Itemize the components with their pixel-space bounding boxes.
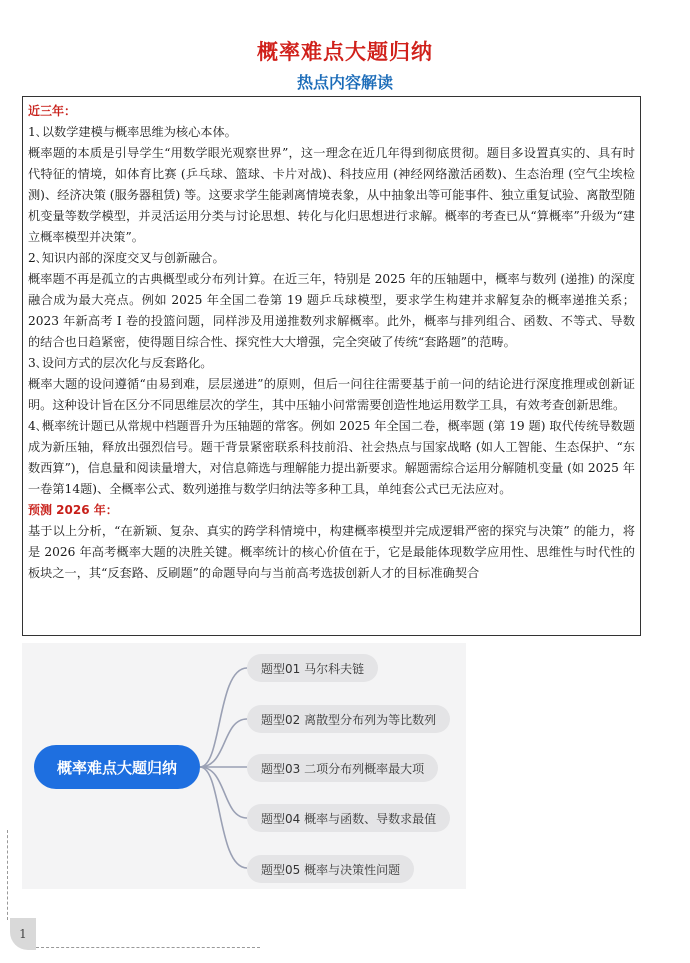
branch-type-01: 题型01 马尔科夫链	[247, 654, 378, 682]
point-3-heading: 3､设问方式的层次化与反套路化。	[28, 356, 213, 370]
page-title: 概率难点大题归纳	[257, 40, 433, 64]
page-number: 1	[10, 918, 36, 950]
decorative-vertical-dash	[7, 830, 8, 920]
connector-2	[200, 719, 247, 767]
mind-map-center: 概率难点大题归纳	[34, 745, 200, 789]
connector-5	[200, 767, 247, 868]
branch-type-03: 题型03 二项分布列概率最大项	[247, 754, 438, 782]
branch-type-02: 题型02 离散型分布列为等比数列	[247, 705, 450, 733]
connector-4	[200, 767, 247, 818]
content-box	[22, 96, 641, 636]
branch-type-04: 题型04 概率与函数、导数求最值	[247, 804, 450, 832]
predict-heading: 预测 2026 年：	[28, 503, 118, 517]
branch-type-05: 题型05 概率与决策性问题	[247, 855, 414, 883]
point-1-body: 概率题的本质是引导学生“用数学眼光观察世界”，这一理念在近几年得到彻底贯彻。题目多设置真实的、具有时代特征的情境，如体育比赛 (乒乓球、篮球、卡片对战)、科技应用 (神经网络激活函数)、生态治理 (空气尘埃检测)、经济决策 (服务器租赁) 等。这要求学生能剥离情境表象，从中抽象出等可能事件、独立重复试验、离散型随机变量等数学模型，并灵活运用分类与讨论思想、转化与化归思想进行求解。概率的考查已从“算概率”升级为“建立概率模型并决策”。	[28, 146, 636, 244]
past-heading: 近三年：	[28, 104, 77, 118]
point-2-heading: 2､知识内部的深度交叉与创新融合。	[28, 251, 225, 265]
prediction-body: 基于以上分析，“在新颖、复杂、真实的跨学科情境中，构建概率模型并完成逻辑严密的探究与决策” 的能力，将是 2026 年高考概率大题的决胜关键。概率统计的核心价值在于，它是最能体现数学应用性、思维性与时代性的板块之一，其“反套路、反刷题”的命题导向与当前高考选拔创新人才的目标准确契合	[28, 524, 635, 580]
page-subtitle: 热点内容解读	[296, 73, 393, 92]
mind-map	[22, 643, 466, 889]
point-1-heading: 1､以数学建模与概率思维为核心本体。	[28, 125, 237, 139]
point-4-body: 4､概率统计题已从常规中档题晋升为压轴题的常客。例如 2025 年全国二卷，概率题 (第 19 题) 取代传统导数题成为新压轴，释放出强烈信号。题干背景紧密联系科技前沿、社会热点与国家战略 (如人工智能、生态保护、“东数西算”)，信息量和阅读量增大，对信息筛选与理解能力提出新要求。解题需综合运用分解随机变量 (如 2025 年一卷第14题)、全概率公式、数列递推与数学归纳法等多种工具，单纯套公式已无法应对。	[28, 419, 635, 496]
decorative-horizontal-dash	[36, 947, 260, 948]
point-3-body: 概率大题的设问遵循“由易到难，层层递进”的原则，但后一问往往需要基于前一问的结论进行深度推理或创新证明。这种设计旨在区分不同思维层次的学生，其中压轴小问常需要创造性地运用数学工具，有效考查创新思维。	[28, 377, 635, 412]
point-2-body: 概率题不再是孤立的古典概型或分布列计算。在近三年，特别是 2025 年的压轴题中，概率与数列 (递推) 的深度融合成为最大亮点。例如 2025 年全国二卷第 19 题乒乓球模型，要求学生构建并求解复杂的概率递推关系；2023 年新高考 I 卷的投篮问题，同样涉及用递推数列求解概率。此外，概率与排列组合、函数、不等式、导数的结合也日趋紧密，使得题目综合性、探究性大大增强，完全突破了传统“套路题”的范畴。	[28, 272, 635, 349]
connector-1	[200, 668, 247, 767]
